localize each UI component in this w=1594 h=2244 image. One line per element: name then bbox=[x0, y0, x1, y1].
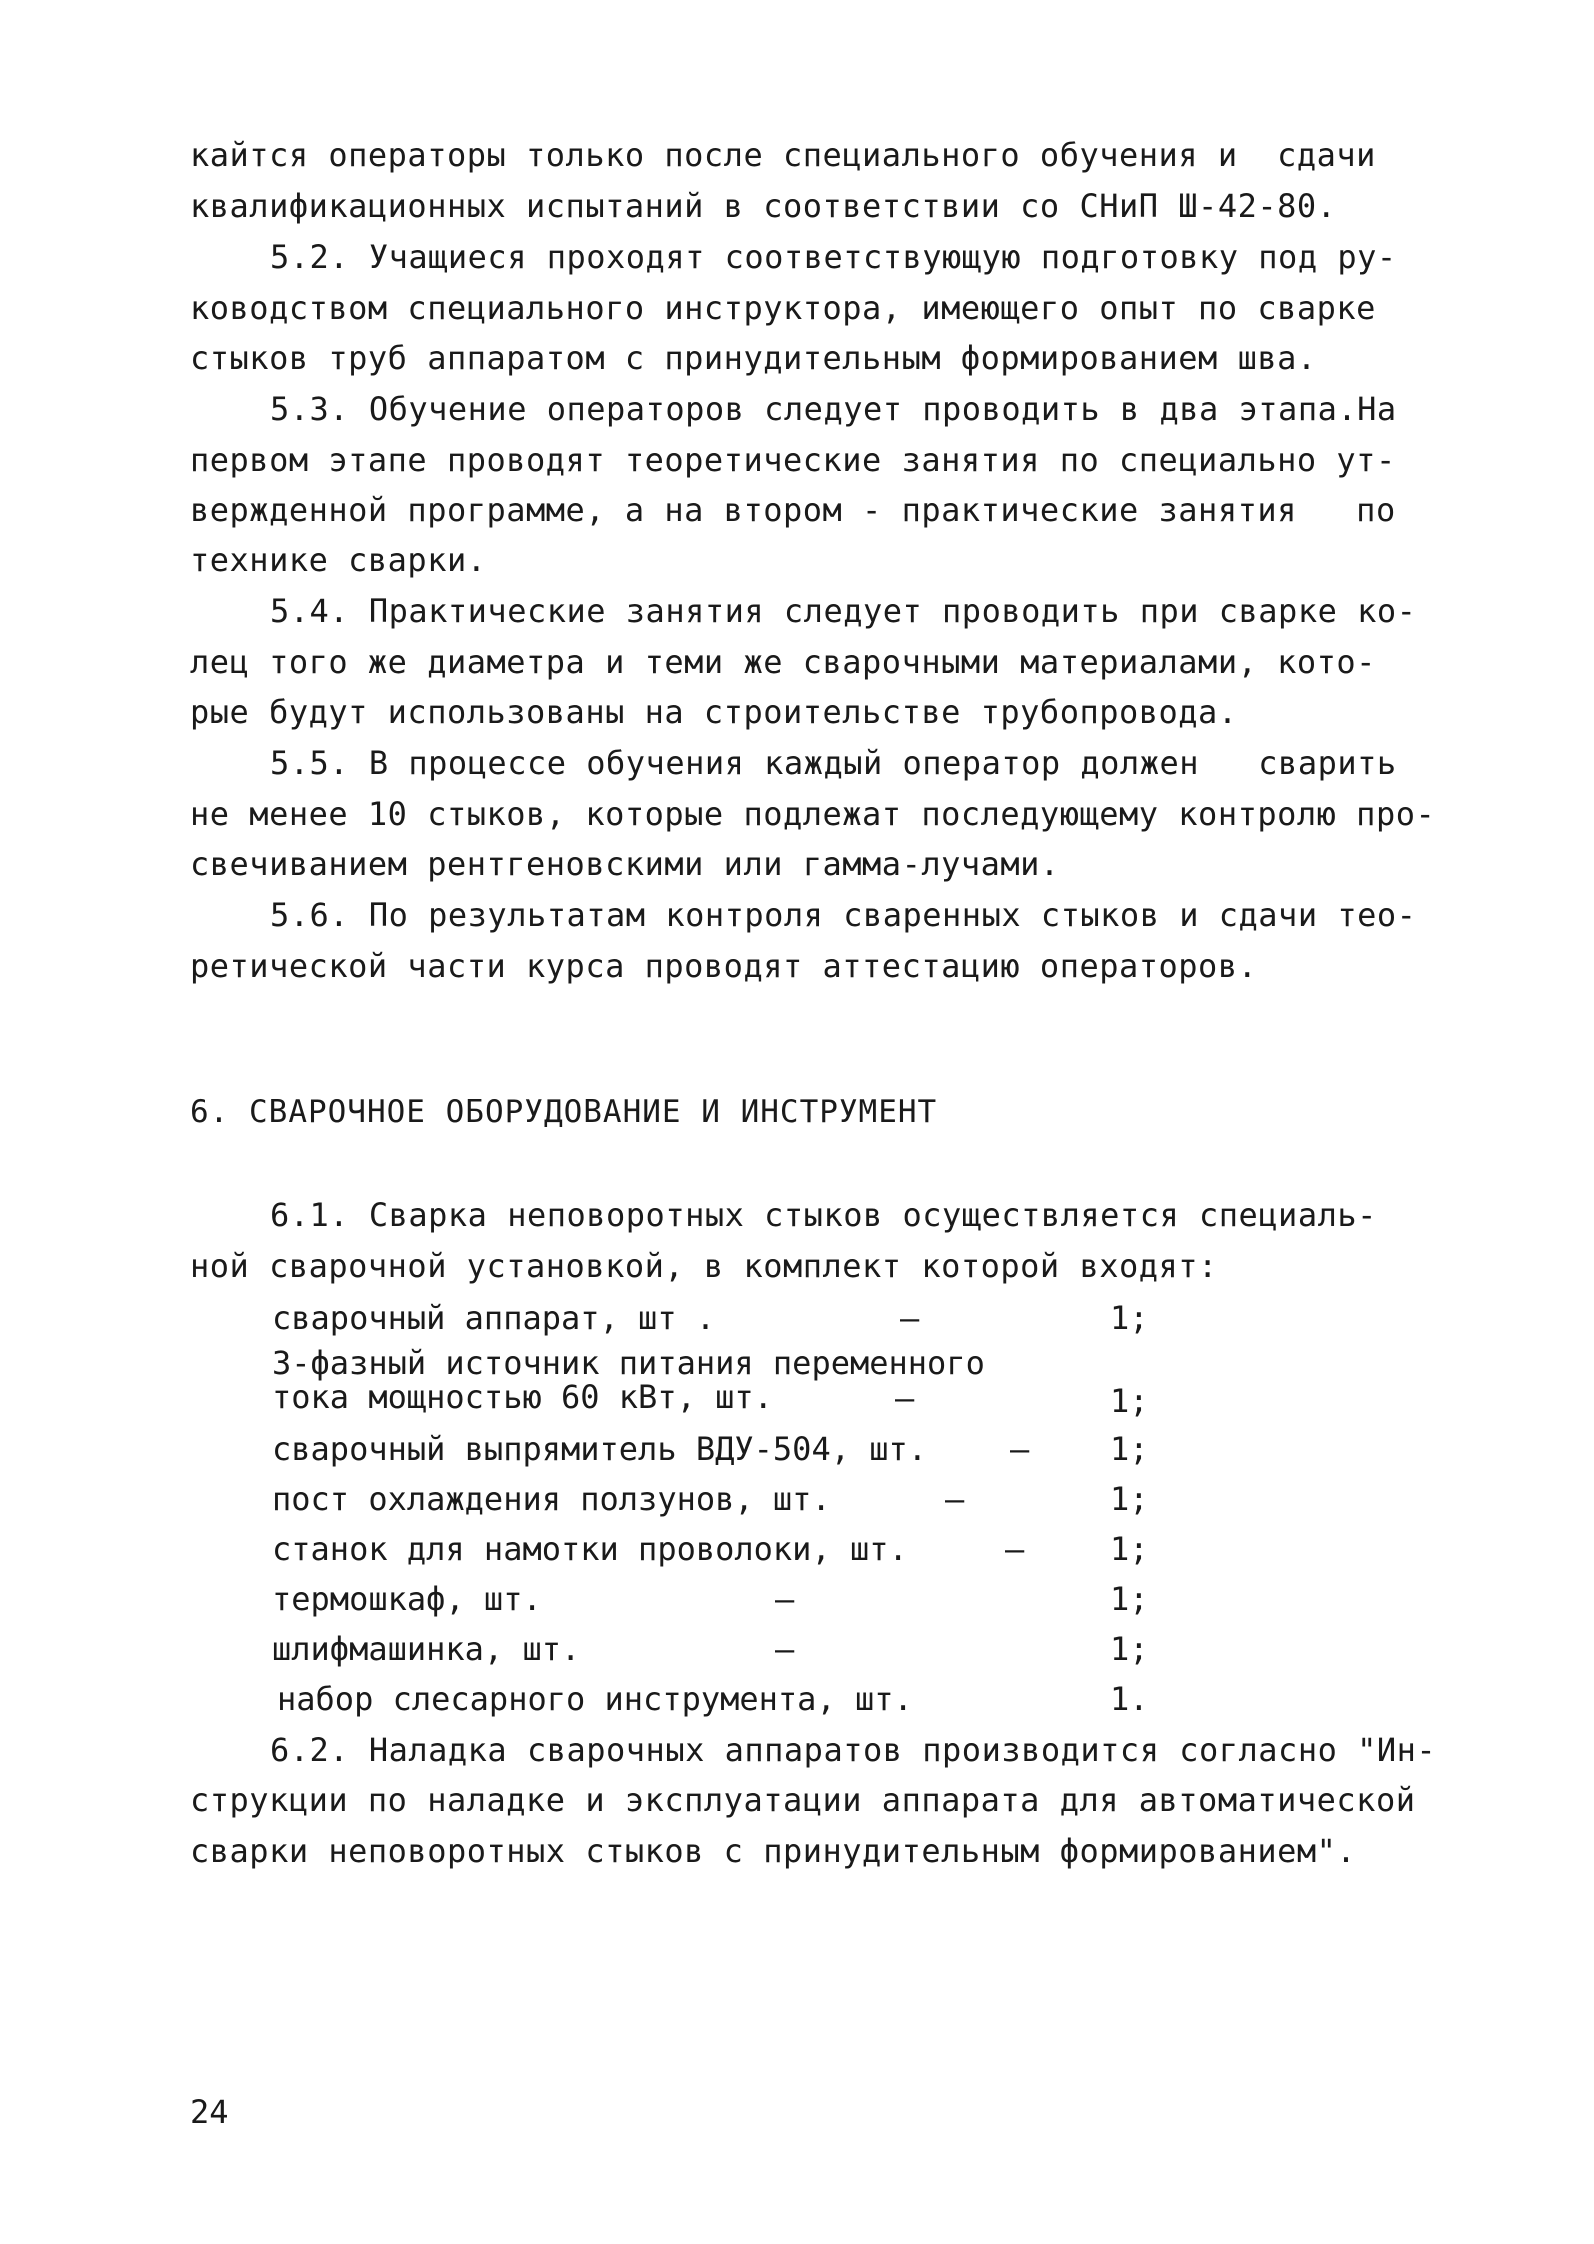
text-line: ретической части курса проводят аттестацию операторов. bbox=[190, 947, 1258, 985]
equipment-item-dash: – bbox=[895, 1379, 915, 1417]
text-line: свечиванием рентгеновскими или гамма-лучами. bbox=[190, 845, 1060, 883]
equipment-item-qty: 1; bbox=[1110, 1580, 1149, 1618]
equipment-item-qty: 1; bbox=[1110, 1630, 1149, 1668]
equipment-item-qty: 1; bbox=[1110, 1382, 1149, 1420]
clause-5-5: 5.5. В процессе обучения каждый оператор должен сварить bbox=[270, 744, 1397, 782]
page-number: 24 bbox=[190, 2093, 229, 2131]
text-line: сварки неповоротных стыков с принудительным формированием". bbox=[190, 1832, 1357, 1870]
text-line: технике сварки. bbox=[190, 541, 487, 579]
text-line: рые будут использованы на строительстве трубопровода. bbox=[190, 693, 1238, 731]
clause-5-6: 5.6. По результатам контроля сваренных стыков и сдачи тео- bbox=[270, 896, 1417, 934]
equipment-item-qty: 1; bbox=[1110, 1299, 1149, 1337]
equipment-item-name: сварочный аппарат, шт . bbox=[272, 1299, 716, 1337]
clause-6-1: 6.1. Сварка неповоротных стыков осуществляется специаль- bbox=[270, 1196, 1377, 1234]
text-line: квалификационных испытаний в соответствии со СНиП Ш-42-80. bbox=[190, 187, 1337, 225]
clause-5-4: 5.4. Практические занятия следует проводить при сварке ко- bbox=[270, 592, 1417, 630]
text-line: не менее 10 стыков, которые подлежат последующему контролю про- bbox=[190, 795, 1436, 833]
text-line: ной сварочной установкой, в комплект которой входят: bbox=[190, 1247, 1218, 1285]
equipment-item-dash: – bbox=[1010, 1430, 1030, 1468]
equipment-item-dash: – bbox=[945, 1480, 965, 1518]
equipment-item-qty: 1. bbox=[1110, 1680, 1149, 1718]
equipment-item-name: 3-фазный источник питания переменного bbox=[272, 1344, 985, 1382]
equipment-item-qty: 1; bbox=[1110, 1430, 1149, 1468]
equipment-item-name: шлифмашинка, шт. bbox=[272, 1630, 581, 1668]
equipment-item-dash: – bbox=[1005, 1530, 1025, 1568]
equipment-item-name: термошкаф, шт. bbox=[272, 1580, 542, 1618]
clause-6-2: 6.2. Наладка сварочных аппаратов производится согласно "Ин- bbox=[270, 1731, 1437, 1769]
equipment-item-dash: – bbox=[900, 1299, 920, 1337]
clause-5-2: 5.2. Учащиеся проходят соответствующую подготовку под ру- bbox=[270, 238, 1397, 276]
text-line: лец того же диаметра и теми же сварочными материалами, кото- bbox=[190, 643, 1376, 681]
equipment-item-qty: 1; bbox=[1110, 1480, 1149, 1518]
text-line: стыков труб аппаратом с принудительным формированием шва. bbox=[190, 339, 1317, 377]
equipment-item-name: станок для намотки проволоки, шт. bbox=[272, 1530, 908, 1568]
text-line: струкции по наладке и эксплуатации аппарата для автоматической bbox=[190, 1781, 1416, 1819]
text-line: кайтся операторы только после специального обучения и сдачи bbox=[190, 136, 1376, 174]
equipment-item-name: пост охлаждения ползунов, шт. bbox=[272, 1480, 831, 1518]
text-line: вержденной программе, а на втором - практические занятия по bbox=[190, 491, 1396, 529]
section-heading: 6. СВАРОЧНОЕ ОБОРУДОВАНИЕ И ИНСТРУМЕНТ bbox=[190, 1094, 938, 1130]
text-line: первом этапе проводят теоретические занятия по специально ут- bbox=[190, 441, 1396, 479]
text-line: ководством специального инструктора, имеющего опыт по сварке bbox=[190, 289, 1376, 327]
clause-5-3: 5.3. Обучение операторов следует проводить в два этапа.На bbox=[270, 390, 1397, 428]
equipment-item-dash: – bbox=[775, 1580, 795, 1618]
equipment-item-qty: 1; bbox=[1110, 1530, 1149, 1568]
equipment-item-name: тока мощностью 60 кВт, шт. bbox=[272, 1378, 773, 1416]
equipment-item-dash: – bbox=[775, 1630, 795, 1668]
equipment-item-name: набор слесарного инструмента, шт. bbox=[277, 1680, 913, 1718]
equipment-item-name: сварочный выпрямитель ВДУ-504, шт. bbox=[272, 1430, 928, 1468]
